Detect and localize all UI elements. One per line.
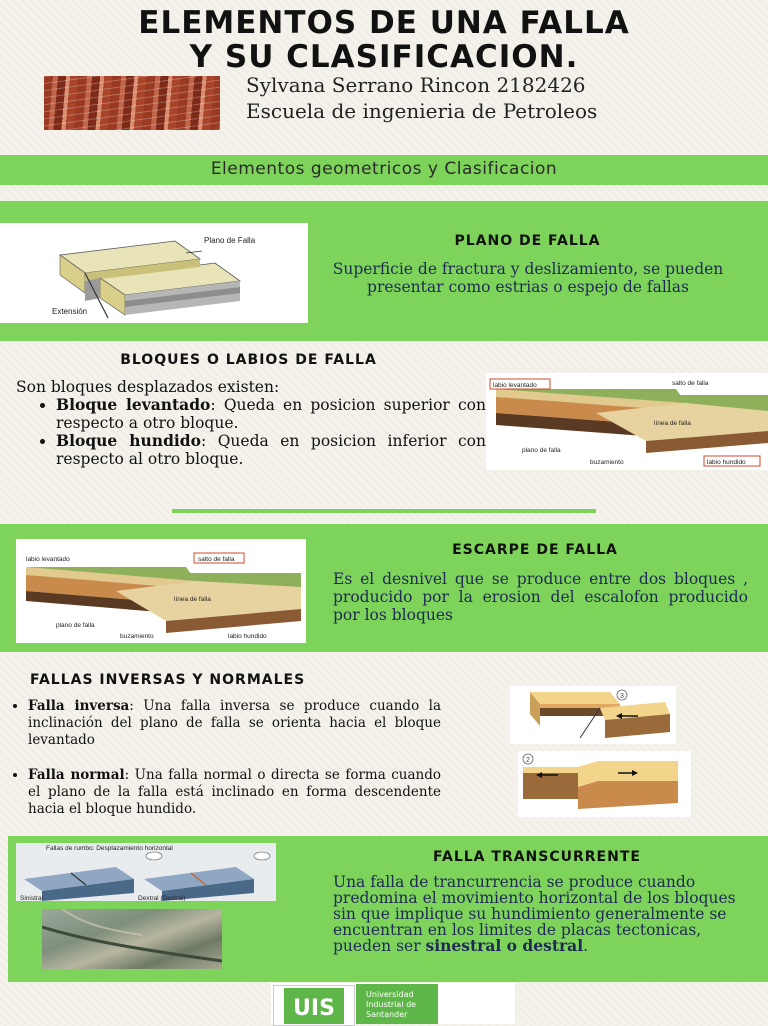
bloques-image — [486, 373, 768, 470]
author-block — [246, 72, 746, 124]
bloques-text — [16, 378, 486, 468]
escarpe-label-levantado: labio levantado — [26, 556, 70, 563]
dextral-label: Dextral (Destral) — [138, 895, 186, 901]
title-line-1: ELEMENTOS DE UNA FALLA — [138, 5, 630, 41]
bloques-label-levantado: labio levantado — [493, 382, 537, 389]
list-item: • Falla normal: Una falla normal o directa se forma cuando el plano de la falla está inclinado en forma descendente hacia el bloque hundido. — [28, 767, 441, 818]
escarpe-text: Es el desnivel que se produce entre dos bloques , producido por la erosion del escalofon producido por los bloques — [333, 570, 748, 624]
plano-image-label: Plano de Falla — [204, 236, 256, 245]
school-name: Escuela de ingenieria de Petroleos — [246, 99, 598, 123]
inversas-list — [6, 698, 441, 818]
inversa-image-num: 3 — [620, 693, 624, 700]
page-title — [0, 6, 768, 74]
subtitle: Elementos geometricos y Clasificacion — [210, 159, 558, 179]
uis-logo-icon — [273, 985, 355, 1026]
plano-text: Superficie de fractura y deslizamiento, se pueden presentar como estrias o espejo de fallas — [332, 260, 724, 296]
bloques-label-hundido: labio hundido — [707, 459, 746, 466]
logo-text-block: Universidad Industrial de Santander — [356, 984, 438, 1024]
section-divider — [172, 509, 596, 513]
list-item: • Bloque levantado: Queda en posicion superior con respecto a otro bloque. — [56, 396, 486, 432]
transcurrente-text: Una falla de trancurrencia se produce cuando predomina el movimiento horizontal de los bloques sin que implique su hundimiento generalmente se encuentran en los limites de placas tectonicas, pueden ser sinestral o destral. — [333, 873, 736, 955]
transcurrente-diagram — [16, 843, 276, 901]
bloques-heading: BLOQUES O LABIOS DE FALLA — [120, 352, 377, 368]
normal-image-num: 2 — [526, 757, 530, 764]
inversas-text — [6, 698, 441, 818]
author-name: Sylvana Serrano Rincon 2182426 — [246, 73, 586, 97]
falla-normal-image — [518, 751, 691, 817]
escarpe-image — [16, 539, 306, 643]
transcurrente-image-title: Fallas de rumbo: Desplazamiento horizontal — [46, 845, 173, 852]
aerial-fault-photo — [42, 909, 222, 969]
escarpe-label-plano: plano de falla — [56, 622, 95, 629]
bloques-list — [16, 396, 486, 468]
bloques-label-plano: plano de falla — [522, 447, 561, 454]
escarpe-label-hundido: labio hundido — [228, 633, 267, 640]
escarpe-label-buzamiento: buzamiento — [120, 633, 154, 640]
bloques-label-linea: línea de falla — [654, 420, 691, 427]
escarpe-label-linea: línea de falla — [174, 596, 211, 603]
bloques-intro: Son bloques desplazados existen: — [16, 378, 280, 396]
falla-inversa-image — [510, 686, 676, 744]
extension-image-label: Extensión — [52, 307, 88, 316]
sinistral-label: Sinistral — [20, 895, 44, 901]
plano-heading: PLANO DE FALLA — [454, 233, 601, 249]
transcurrente-heading: FALLA TRANSCURRENTE — [433, 849, 641, 865]
bloques-label-buzamiento: buzamiento — [590, 459, 624, 466]
logo-initials: UIS — [293, 995, 335, 1021]
list-item: • Bloque hundido: Queda en posicion inferior con respecto al otro bloque. — [56, 432, 486, 468]
escarpe-heading: ESCARPE DE FALLA — [452, 542, 618, 558]
inversas-heading: FALLAS INVERSAS Y NORMALES — [30, 672, 306, 688]
bloques-label-salto: salto de falla — [672, 380, 709, 387]
rock-strata-image — [44, 76, 220, 130]
plano-image — [0, 223, 308, 323]
escarpe-label-salto: salto de falla — [198, 556, 235, 563]
title-line-2: Y SU CLASIFICACION. — [189, 39, 579, 75]
list-item: • Falla inversa: Una falla inversa se produce cuando la inclinación del plano de falla se orienta hacia el bloque levantado — [28, 698, 441, 749]
